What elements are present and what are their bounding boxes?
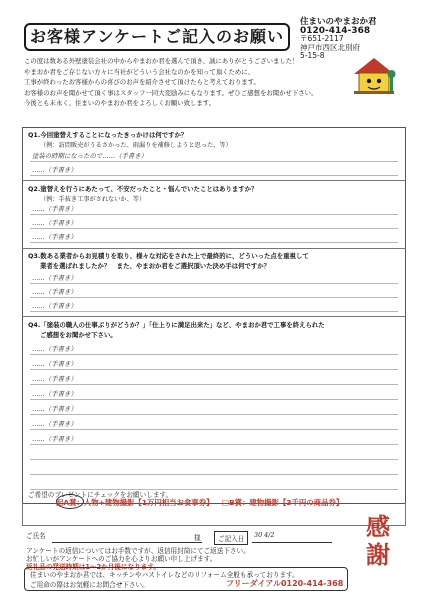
intro-line: 工事が終わったお客様からの喜びのお声を紹介させて頂けたらと考えております。: [24, 78, 260, 87]
q2-example: （例：手抜き工事がされないか、等）: [40, 196, 146, 203]
answer-rule: [30, 175, 398, 176]
prize-label-check: チェックをお願いします。: [93, 491, 173, 499]
footer-line-1: 住まいのやまおか君では、キッチンやバストイレなどのリフォーム全般も承っております。: [30, 571, 299, 579]
prize-label-text: ご希望のプレゼントに: [28, 491, 94, 499]
kansha-char-2: 謝: [366, 540, 390, 569]
q3-answer-line[interactable]: ……（手書き）: [32, 302, 77, 310]
answer-rule: [30, 283, 398, 284]
company-postal: 〒651-2117: [300, 34, 344, 43]
question-separator: [22, 316, 406, 317]
form-title: お客様アンケートご記入のお願い: [24, 23, 290, 51]
freedial-number[interactable]: フリーダイアル0120-414-368: [226, 579, 344, 588]
answer-rule: [30, 228, 398, 229]
intro-line: お客様のお声を聞かせて頂く事はスタッフ一同大変励みにもなります。ぜひご感想をお聞かせ下さい。: [24, 88, 318, 97]
answer-rule: [30, 297, 398, 298]
q1-label: Q1.今回塗替えすることになったきっかけは何ですか？: [28, 131, 188, 139]
answer-rule: [30, 459, 398, 460]
question-separator: [22, 248, 406, 249]
mascot-icon: [348, 52, 400, 98]
q2-answer-line[interactable]: ……（手書き）: [32, 233, 77, 241]
answer-rule: [30, 311, 398, 312]
q4-answer-line[interactable]: ……（手書き）: [32, 420, 77, 428]
answer-rule: [30, 384, 398, 385]
date-line: [252, 542, 332, 543]
notice-line-2: お忙しいがアンケートへのご協力を心よりお願い申し上げます。: [26, 555, 217, 563]
answer-rule: [30, 444, 398, 445]
notice-line-3: 返礼品の発送時期は1～2か月後になります。: [26, 563, 160, 571]
name-suffix: 様: [194, 534, 201, 542]
name-line: [52, 542, 202, 543]
q4-answer-line[interactable]: ……（手書き）: [32, 375, 77, 383]
q3-label: Q3.数ある業者からお見積りを取り、様々な対応をされた上で最終的に、どういった点を重視して: [28, 252, 309, 260]
q4-label: Q4.「塗装の職人の仕事ぶりがどうか？」「仕上りに満足出来た」など、やまおか君で工事を終えられた: [28, 321, 325, 329]
answer-rule: [30, 474, 398, 475]
name-label: ご氏名: [26, 532, 46, 540]
q3-label-2: 業者を選ばれましたか？ また、やまおか君をご選択頂いた決め手は何ですか？: [40, 262, 271, 270]
q3-answer-line[interactable]: ……（手書き）: [32, 274, 77, 282]
answer-rule: [30, 369, 398, 370]
intro-line: 今後とも末永く、住まいのやまおか君をよろしくお願い致します。: [24, 99, 216, 108]
q4-answer-line[interactable]: ……（手書き）: [32, 345, 77, 353]
q2-label: Q2.塗替えを行うにあたって、不安だったこと・悩んでいたことはありますか？: [28, 185, 258, 193]
q1-example: （例：訪問販売がうるさかった、雨漏りを補修しようと思った、等）: [40, 142, 232, 149]
q2-answer-line[interactable]: ……（手書き）: [32, 205, 77, 213]
company-name: 住まいのやまおか君: [300, 17, 377, 27]
answer-rule: [30, 214, 398, 215]
q1-answer-line[interactable]: 塗装の時期になったので……（手書き）: [32, 152, 148, 160]
date-value[interactable]: 30 4/2: [254, 531, 275, 539]
kansha-char-1: 感: [366, 512, 390, 541]
answer-rule: [30, 242, 398, 243]
company-address-1: 神戸市西区北別府: [300, 42, 360, 52]
q1-answer-line[interactable]: ……（手書き）: [32, 166, 77, 174]
prize-option-b[interactable]: □B賞：建物撮影【3千円の商品券】: [222, 498, 344, 507]
answer-rule: [30, 354, 398, 355]
answer-rule: [30, 399, 398, 400]
q3-answer-line[interactable]: ……（手書き）: [32, 288, 77, 296]
answer-rule: [30, 429, 398, 430]
q4-answer-line[interactable]: ……（手書き）: [32, 435, 77, 443]
q4-answer-line[interactable]: ……（手書き）: [32, 405, 77, 413]
intro-line: やまおか君をご存じない方々に当社がどういう会社なのかを知って頂くために、: [24, 67, 255, 76]
q4-label-2: ご感想をお聞かせ下さい。: [40, 331, 117, 339]
intro-text: [24, 56, 344, 109]
answer-rule: [30, 161, 398, 162]
q4-answer-line[interactable]: ……（手書き）: [32, 390, 77, 398]
q4-answer-line[interactable]: ……（手書き）: [32, 360, 77, 368]
kansha-text: [356, 513, 400, 569]
prize-option-a[interactable]: 記A賞：人物+建物撮影【1万円相当お食事券】: [56, 498, 214, 507]
question-separator: [22, 180, 406, 181]
company-address-2: 5-15-8: [300, 51, 325, 60]
answer-rule: [30, 414, 398, 415]
footer-line-2: ご用命の際はお気軽にお問合せ下さい。: [30, 581, 149, 589]
date-label: ご記入日: [214, 531, 248, 545]
notice-line-1: アンケートの返信についてはお手数ですが、返信用封筒にてご返送下さい。: [26, 547, 250, 555]
intro-line: この度は数ある外壁塗装会社の中からやまおか君を選んで頂き、誠にありがとうございました！: [24, 57, 299, 65]
q2-answer-line[interactable]: ……（手書き）: [32, 219, 77, 227]
company-tel: 0120-414-368: [300, 25, 371, 36]
